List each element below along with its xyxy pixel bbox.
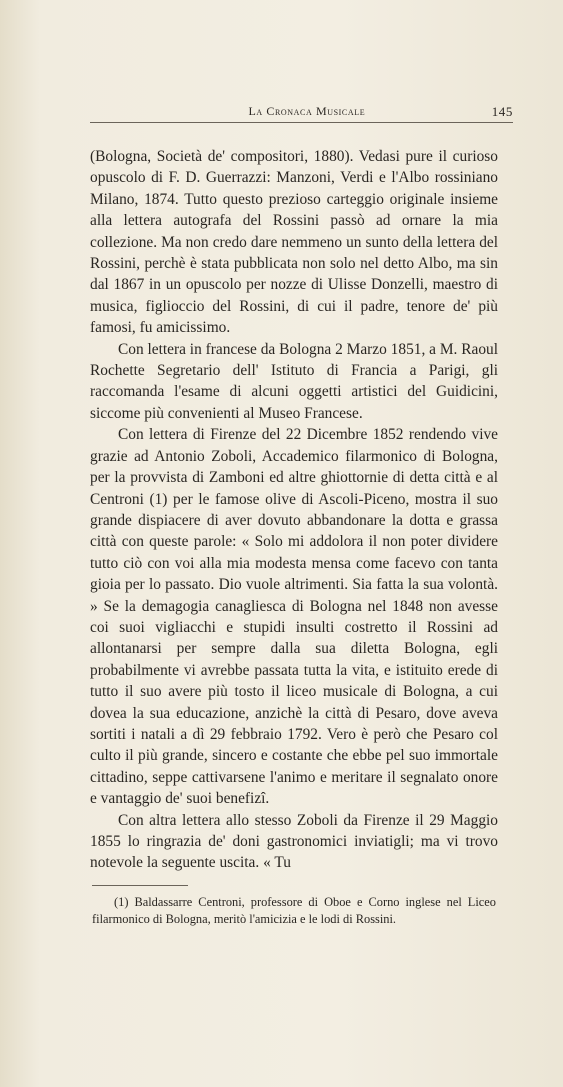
footnote xyxy=(92,894,496,928)
footnote-rule xyxy=(92,885,188,886)
header-rule xyxy=(90,122,513,123)
paragraph: Con altra lettera allo stesso Zoboli da Firenze il 29 Maggio 1855 lo ringrazia de' doni gastronomici inviatigli; ma vi trovo notevole la seguente uscita. « Tu xyxy=(90,811,498,872)
running-title: La Cronaca Musicale xyxy=(248,104,366,118)
page-number: 145 xyxy=(491,104,513,119)
body-text xyxy=(90,146,498,874)
footnote-text: (1) Baldassarre Centroni, professore di Oboe e Corno inglese nel Liceo filarmonico di Bologna, meritò l'amicizia e le lodi di Rossini. xyxy=(92,895,496,926)
paragraph: (Bologna, Società de' compositori, 1880). Vedasi pure il curioso opuscolo di F. D. Guerrazzi: Manzoni, Verdi e l'Albo rossiniano Milano, 1874. Tutto questo prezioso carteggio originale insieme alla lettera autografa del Rossini passò ad ornare la mia collezione. Ma non credo dare nemmeno un sunto della lettera del Rossini, perchè è stata pubblicata non solo nel detto Albo, ma sin dal 1867 in un opuscolo per nozze di Ulisse Donzelli, maestro di musica, figlioccio del Rossini, di cui il padre, tenore de' più famosi, fu amicissimo. xyxy=(90,148,498,337)
paragraph: Con lettera di Firenze del 22 Dicembre 1852 rendendo vive grazie ad Antonio Zoboli, Accademico filarmonico di Bologna, per la provvista di Zamboni ed altre ghiottornie di detta città e al Centroni (1) per le famose olive di Ascoli-Piceno, mostra il suo grande dispiacere di aver dovuto abbandonare la dotta e grassa città con queste parole: « Solo mi addolora il non poter dividere tutto ciò con voi alla mia modesta mensa come facevo con tanta gioia per lo passato. Dio vuole altrimenti. Sia fatta la sua volontà. » Se la demagogia canagliesca di Bologna nel 1848 non avesse coi suoi vigliacchi e stupidi insulti costretto il Rossini ad allontanarsi per sempre dalla sua diletta Bologna, egli probabilmente vi avrebbe passata tutta la vita, e istituito erede di tutto il suo avere più tosto il liceo musicale di Bologna, a cui dovea la sua educazione, anzichè la città di Pesaro, dove aveva sortiti i natali a dì 29 febbraio 1792. Vero è però che Pesaro col culto il più grande, sincero e costante che ebbe pel suo immortale cittadino, seppe cattivarsene l'animo e meritare il segnalato onore e vantaggio de' suoi benefizî. xyxy=(90,426,498,808)
running-header xyxy=(92,104,513,120)
paragraph: Con lettera in francese da Bologna 2 Marzo 1851, a M. Raoul Rochette Segretario dell' Istituto di Francia a Parigi, gli raccomanda l'esame di alcuni oggetti artistici del Guidicini, siccome più convenienti al Museo Francese. xyxy=(90,340,498,422)
